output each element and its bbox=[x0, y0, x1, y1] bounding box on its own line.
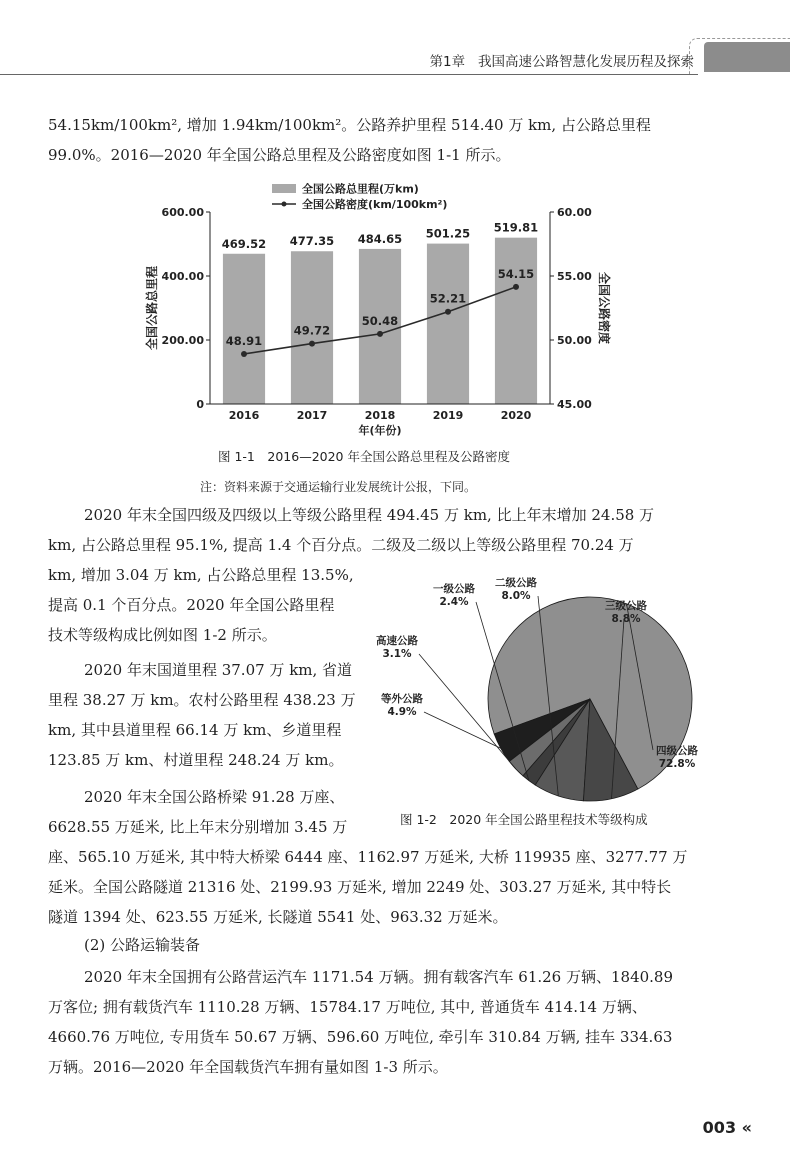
y-tick-label-left: 200.00 bbox=[161, 334, 204, 347]
bar bbox=[427, 244, 469, 404]
text-line: 隧道 1394 处、623.55 万延米, 长隧道 5541 处、963.32 万延米。 bbox=[48, 908, 508, 926]
figure-1-1-caption: 图 1-1 2016—2020 年全国公路总里程及公路密度 bbox=[218, 449, 510, 464]
page-number bbox=[703, 1118, 752, 1137]
bar bbox=[223, 254, 265, 404]
text-line: km, 增加 3.04 万 km, 占公路总里程 13.5%, bbox=[48, 566, 354, 584]
text-line: 6628.55 万延米, 比上年末分别增加 3.45 万 bbox=[48, 818, 348, 836]
density-value-label: 50.48 bbox=[361, 313, 399, 328]
text-line: km, 占公路总里程 95.1%, 提高 1.4 个百分点。二级及二级以上等级公路里程 70.24 万 bbox=[48, 536, 634, 554]
y-tick-label-right: 45.00 bbox=[557, 398, 592, 411]
density-value-label: 48.91 bbox=[225, 333, 263, 348]
chapter-title: 我国高速公路智慧化发展历程及探索 bbox=[478, 54, 694, 70]
bar-value-label: 477.35 bbox=[289, 234, 335, 249]
bar-value-label: 501.25 bbox=[425, 226, 471, 241]
density-value-label: 54.15 bbox=[497, 266, 535, 281]
text-line: 99.0%。2016—2020 年全国公路总里程及公路密度如图 1-1 所示。 bbox=[48, 146, 511, 164]
pie-label: 三级公路 bbox=[605, 600, 647, 612]
y-tick-label-right: 50.00 bbox=[557, 334, 592, 347]
bar-value-label: 469.52 bbox=[221, 236, 267, 251]
text-line: 座、565.10 万延米, 其中特大桥梁 6444 座、1162.97 万延米, 大桥 119935 座、3277.77 万 bbox=[48, 848, 688, 866]
text-line: 2020 年末全国四级及四级以上等级公路里程 494.45 万 km, 比上年末增加 24.58 万 bbox=[84, 506, 655, 524]
pie-value-label: 3.1% bbox=[382, 648, 412, 660]
pie-value-label: 72.8% bbox=[658, 758, 696, 770]
density-point bbox=[513, 284, 519, 290]
pie-value-label: 4.9% bbox=[387, 706, 417, 718]
y-axis-title-left: 全国公路总里程 bbox=[145, 265, 159, 351]
text-line: km, 其中县道里程 66.14 万 km、乡道里程 bbox=[48, 721, 342, 739]
text-line: 2020 年末全国拥有公路营运汽车 1171.54 万辆。拥有载客汽车 61.26 万辆、1840.89 bbox=[84, 968, 674, 986]
x-tick-label: 2016 bbox=[228, 409, 260, 422]
x-tick-label: 2018 bbox=[364, 409, 396, 422]
figure-1-2-caption: 图 1-2 2020 年全国公路里程技术等级构成 bbox=[400, 812, 648, 827]
pie-value-label: 2.4% bbox=[439, 596, 469, 608]
y-axis-title-right: 全国公路密度 bbox=[597, 271, 611, 345]
y-tick-label-left: 600.00 bbox=[161, 206, 204, 219]
pie-label: 二级公路 bbox=[495, 577, 537, 589]
pie-value-label: 8.8% bbox=[611, 613, 641, 625]
pie-leader-line bbox=[424, 712, 501, 748]
bar-value-label: 519.81 bbox=[493, 220, 539, 235]
pie-label: 等外公路 bbox=[381, 693, 423, 705]
text-line: 2020 年末全国公路桥梁 91.28 万座、 bbox=[84, 788, 345, 806]
text-line: 123.85 万 km、村道里程 248.24 万 km。 bbox=[48, 751, 344, 769]
legend-label-density: 全国公路密度(km/100km²) bbox=[302, 198, 448, 211]
figure-1-2-chart bbox=[376, 572, 725, 807]
page-header bbox=[0, 38, 790, 78]
density-point bbox=[377, 331, 383, 337]
paragraph-4 bbox=[48, 782, 687, 932]
x-tick-label: 2019 bbox=[432, 409, 464, 422]
density-value-label: 49.72 bbox=[293, 323, 331, 338]
section-heading: (2) 公路运输装备 bbox=[84, 936, 201, 954]
running-head bbox=[430, 50, 694, 70]
legend-swatch-mileage bbox=[272, 184, 296, 193]
y-tick-label-right: 60.00 bbox=[557, 206, 592, 219]
header-rule bbox=[0, 74, 698, 75]
text-line: 延米。全国公路隧道 21316 处、2199.93 万延米, 增加 2249 处、303.27 万延米, 其中特长 bbox=[48, 878, 672, 896]
paragraph-1 bbox=[48, 110, 651, 170]
bar bbox=[495, 238, 537, 404]
text-line: 技术等级构成比例如图 1-2 所示。 bbox=[48, 626, 277, 644]
paragraph-3 bbox=[48, 655, 356, 775]
y-tick-label-left: 400.00 bbox=[161, 270, 204, 283]
density-point bbox=[241, 351, 247, 357]
pie-value-label: 8.0% bbox=[501, 590, 531, 602]
text-line: 提高 0.1 个百分点。2020 年全国公路里程 bbox=[48, 596, 335, 614]
header-tab bbox=[704, 42, 790, 72]
legend-label-mileage: 全国公路总里程(万km) bbox=[302, 182, 419, 196]
paragraph-5 bbox=[48, 962, 673, 1082]
density-point bbox=[309, 341, 315, 347]
page-arrow-icon: « bbox=[741, 1118, 752, 1137]
text-line: 万辆。2016—2020 年全国载货汽车拥有量如图 1-3 所示。 bbox=[48, 1058, 448, 1076]
pie-label: 一级公路 bbox=[433, 583, 475, 595]
density-value-label: 52.21 bbox=[429, 291, 467, 306]
chapter-number: 第1章 bbox=[429, 54, 466, 70]
text-line: 2020 年末国道里程 37.07 万 km, 省道 bbox=[84, 661, 353, 679]
y-tick-label-left: 0 bbox=[196, 398, 204, 411]
figure-1-1-note: 注：资料来源于交通运输行业发展统计公报，下同。 bbox=[200, 480, 477, 494]
x-tick-label: 2020 bbox=[500, 409, 532, 422]
text-line: 4660.76 万吨位, 专用货车 50.67 万辆、596.60 万吨位, 牵引车 310.84 万辆, 挂车 334.63 bbox=[48, 1028, 673, 1046]
y-tick-label-right: 55.00 bbox=[557, 270, 592, 283]
legend-marker-density bbox=[282, 202, 287, 207]
x-axis-title: 年(年份) bbox=[358, 424, 402, 437]
bar-value-label: 484.65 bbox=[357, 231, 403, 246]
text-line: 万客位; 拥有载货汽车 1110.28 万辆、15784.17 万吨位, 其中, 普通货车 414.14 万辆、 bbox=[48, 998, 647, 1016]
x-tick-label: 2017 bbox=[296, 409, 328, 422]
figure-1-1-chart bbox=[130, 172, 630, 442]
page-number-value: 003 bbox=[702, 1118, 737, 1137]
pie-label: 四级公路 bbox=[656, 745, 698, 757]
density-point bbox=[445, 309, 451, 315]
text-line: 54.15km/100km², 增加 1.94km/100km²。公路养护里程 514.40 万 km, 占公路总里程 bbox=[48, 116, 651, 134]
text-line: 里程 38.27 万 km。农村公路里程 438.23 万 bbox=[48, 691, 356, 709]
pie-label: 高速公路 bbox=[376, 635, 418, 647]
